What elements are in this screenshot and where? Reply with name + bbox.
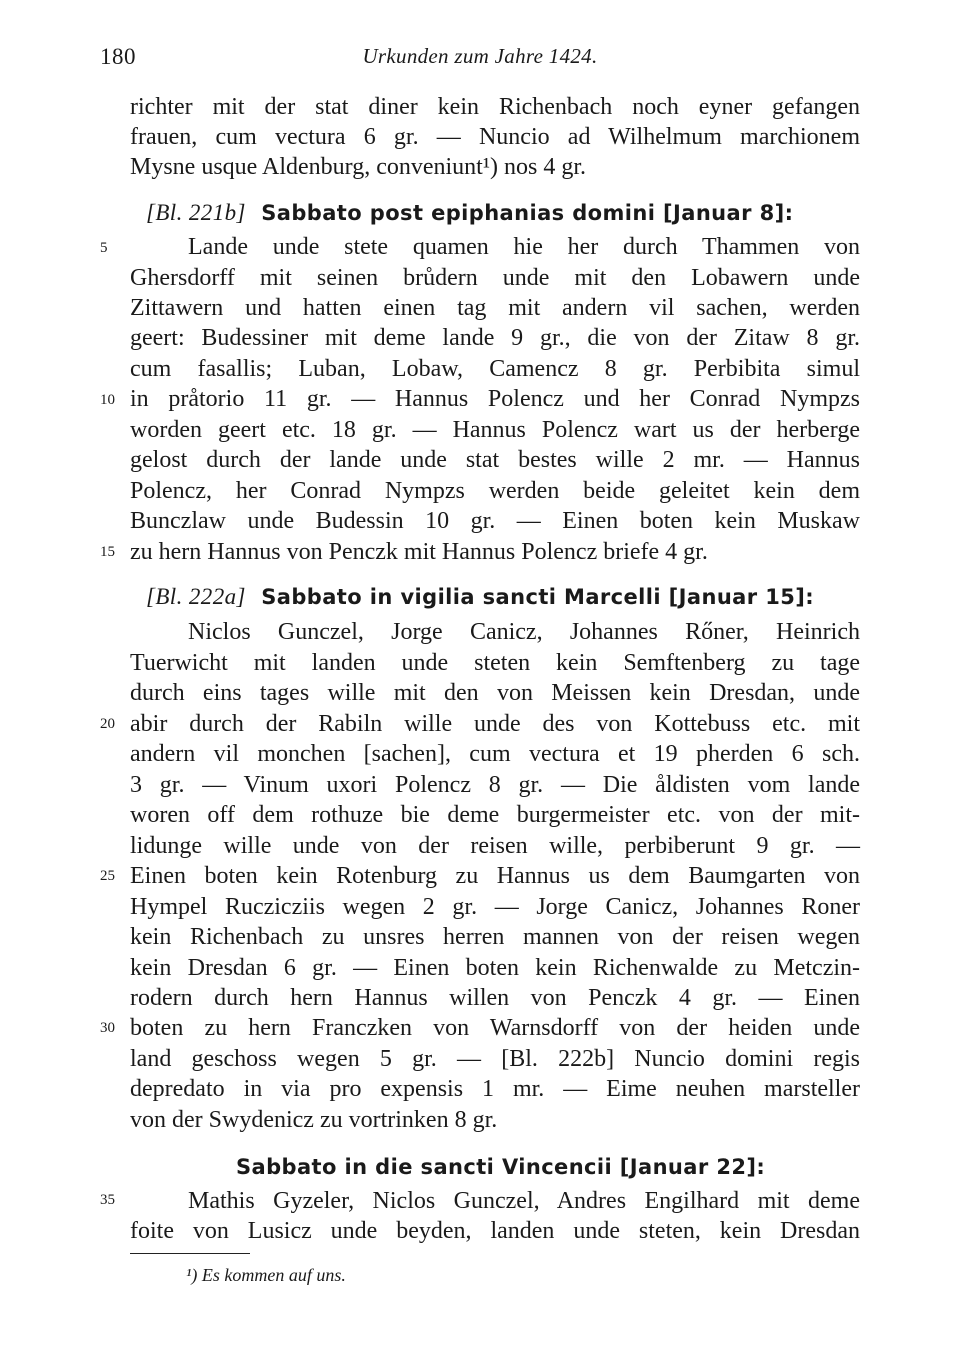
text-line: von der Swydenicz zu vortrinken 8 gr. — [130, 1107, 498, 1133]
section-heading-januar-8 — [146, 198, 793, 228]
section-heading-text: Sabbato in die sancti Vincencii [Januar 22]: — [236, 1155, 766, 1179]
line-number-10: 10 — [100, 392, 115, 408]
section-heading-text: Sabbato in vigilia sancti Marcelli [Januar 15]: — [261, 585, 815, 609]
text-line: Tuerwicht mit landen unde steten kein Semftenberg zu tage — [130, 650, 860, 676]
footnote-divider — [130, 1253, 250, 1254]
text-line: depredato in via pro expensis 1 mr. — Eime neuhen marsteller — [130, 1076, 860, 1102]
text-line: Ghersdorff mit seinen brůdern unde mit den Lobawern unde — [130, 265, 860, 291]
text-line: Mathis Gyzeler, Niclos Gunczel, Andres Engilhard mit deme — [188, 1188, 860, 1214]
text-line: abir durch der Rabiln wille unde des von Kottebuss etc. mit — [130, 711, 860, 737]
section-heading-januar-22 — [236, 1152, 765, 1182]
text-line: rodern durch hern Hannus willen von Penczk 4 gr. — Einen — [130, 985, 860, 1011]
text-line: Bunczlaw unde Budessin 10 gr. — Einen boten kein Muskaw — [130, 508, 860, 534]
text-line: Niclos Gunczel, Jorge Canicz, Johannes Rőner, Heinrich — [188, 619, 860, 645]
line-number-20: 20 — [100, 716, 115, 732]
line-number-35: 35 — [100, 1192, 115, 1208]
text-line: durch eins tages wille mit den von Meissen kein Dresdan, unde — [130, 680, 860, 706]
text-line: foite von Lusicz unde beyden, landen unde steten, kein Dresdan — [130, 1218, 860, 1244]
text-line: 3 gr. — Vinum uxori Polencz 8 gr. — Die åldisten vom lande — [130, 772, 860, 798]
line-number-30: 30 — [100, 1020, 115, 1036]
line-number-5: 5 — [100, 240, 108, 256]
text-line: kein Dresdan 6 gr. — Einen boten kein Richenwalde zu Metczin- — [130, 955, 860, 981]
folio-reference: [Bl. 222a] — [146, 584, 246, 609]
text-line: Mysne usque Aldenburg, conveniunt¹) nos 4 gr. — [130, 154, 587, 180]
text-line: Polencz, her Conrad Nympzs werden beide geleitet kein dem — [130, 478, 860, 504]
text-line: Zittawern und hatten einen tag mit andern vil sachen, werden — [130, 295, 860, 321]
line-number-15: 15 — [100, 544, 115, 560]
text-line: frauen, cum vectura 6 gr. — Nuncio ad Wilhelmum marchionem — [130, 124, 860, 150]
text-line: land geschoss wegen 5 gr. — [Bl. 222b] Nuncio domini regis — [130, 1046, 860, 1072]
text-line: kein Richenbach zu unsres herren mannen von der reisen wegen — [130, 924, 860, 950]
folio-reference: [Bl. 221b] — [146, 200, 246, 225]
line-number-25: 25 — [100, 868, 115, 884]
text-line: geert: Budessiner mit deme lande 9 gr., die von der Zitaw 8 gr. — [130, 325, 860, 351]
section-heading-januar-15 — [146, 582, 814, 612]
text-line: andern vil monchen [sachen], cum vectura et 19 pherden 6 sch. — [130, 741, 860, 767]
page-number: 180 — [100, 44, 136, 69]
footnote: ¹) Es kommen auf uns. — [186, 1265, 346, 1285]
text-line: boten zu hern Franczken von Warnsdorff von der heiden unde — [130, 1015, 860, 1041]
text-line: Hympel Ruczicziis wegen 2 gr. — Jorge Canicz, Johannes Roner — [130, 894, 860, 920]
text-line: woren off dem rothuze bie deme burgermeister etc. von der mit- — [130, 802, 860, 828]
text-line: lidunge wille unde von der reisen wille, perbiberunt 9 gr. — — [130, 833, 860, 859]
text-line: Einen boten kein Rotenburg zu Hannus us dem Baumgarten von — [130, 863, 860, 889]
text-line: in pråtorio 11 gr. — Hannus Polencz und her Conrad Nympzs — [130, 386, 860, 412]
running-head: Urkunden zum Jahre 1424. — [362, 44, 598, 68]
text-line: cum fasallis; Luban, Lobaw, Camencz 8 gr. Perbibita simul — [130, 356, 860, 382]
text-line: richter mit der stat diner kein Richenbach noch eyner gefangen — [130, 94, 860, 120]
text-line: Lande unde stete quamen hie her durch Thammen von — [188, 234, 860, 260]
section-heading-text: Sabbato post epiphanias domini [Januar 8]: — [261, 201, 794, 225]
text-line: zu hern Hannus von Penczk mit Hannus Polencz briefe 4 gr. — [130, 539, 708, 565]
text-line: worden geert etc. 18 gr. — Hannus Polencz wart us der herberge — [130, 417, 860, 443]
text-line: gelost durch der lande unde stat bestes wille 2 mr. — Hannus — [130, 447, 860, 473]
